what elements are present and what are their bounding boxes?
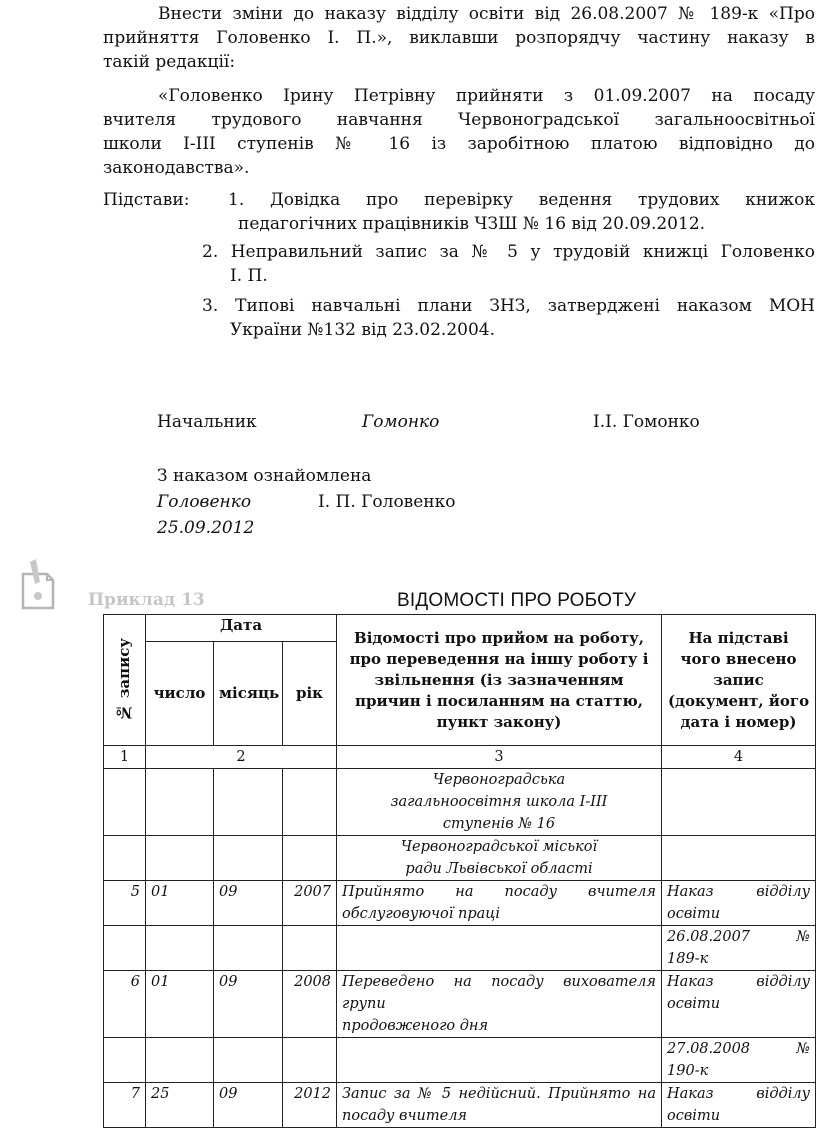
table-row xyxy=(104,769,816,836)
signature-handwritten: Гомонко xyxy=(362,412,440,432)
ground-2-line-2: І. П. xyxy=(230,266,268,286)
table-row xyxy=(104,971,816,1038)
acquainted-name: І. П. Головенко xyxy=(318,492,456,512)
paragraph-1-line-2: прийняття Головенко І. П.», виклавши розпорядчу частину наказу в xyxy=(103,28,815,48)
signature-name: І.І. Гомонко xyxy=(593,412,700,432)
paragraph-2-line-1: «Головенко Ірину Петрівну прийняти з 01.09.2007 на посаду xyxy=(158,86,815,106)
record-month: 09 xyxy=(214,971,283,1038)
record-basis: Наказ відділу освіти xyxy=(662,881,816,926)
ground-1 xyxy=(228,188,815,236)
ground-1-line-2: педагогічних працівників ЧЗШ № 16 від 20.09.2012. xyxy=(238,214,706,234)
record-day: 01 xyxy=(146,881,214,926)
table-row xyxy=(104,1083,816,1128)
record-info: Переведено на посаду вихователя групи продовженого дня xyxy=(337,971,662,1038)
ground-3-line-1: 3. Типові навчальні плани ЗНЗ, затверджені наказом МОН xyxy=(202,296,815,316)
record-basis: 27.08.2008 № 190-к xyxy=(662,1038,816,1083)
record-info: Запис за № 5 недійсний. Прийнято на посаду вчителя xyxy=(337,1083,662,1128)
work-records-table xyxy=(103,614,816,1128)
record-basis: 26.08.2007 № 189-к xyxy=(662,926,816,971)
organization-name: Червоноградська загальноосвітня школа І-ІІІ ступенів № 16 xyxy=(337,769,662,836)
record-no: 6 xyxy=(104,971,146,1038)
order-text xyxy=(103,2,815,180)
record-day: 01 xyxy=(146,971,214,1038)
ground-2-line-1: 2. Неправильний запис за № 5 у трудовій книжці Головенко xyxy=(202,242,815,262)
ground-3 xyxy=(202,294,815,342)
column-number: 2 xyxy=(146,746,337,769)
acquainted-text: З наказом ознайомлена xyxy=(157,466,372,486)
ground-1-line-1: 1. Довідка про перевірку ведення трудових книжок xyxy=(228,190,815,210)
record-no: 5 xyxy=(104,881,146,926)
record-year: 2007 xyxy=(283,881,337,926)
record-month: 09 xyxy=(214,1083,283,1128)
record-no: 7 xyxy=(104,1083,146,1128)
paragraph-1-line-3: такій редакції: xyxy=(103,52,236,72)
document-pen-icon xyxy=(20,556,56,612)
column-number: 3 xyxy=(337,746,662,769)
header-info: Відомості про прийом на роботу, про переведення на іншу роботу і звільнення (із зазначенням причин і посиланням на статтю, пункт закону) xyxy=(337,615,662,746)
header-date: Дата xyxy=(146,615,337,642)
table-numbering-row xyxy=(104,746,816,769)
record-info: Прийнято на посаду вчителя обслуговуючої праці xyxy=(337,881,662,926)
column-number: 1 xyxy=(104,746,146,769)
paragraph-2-line-3: школи І-ІІІ ступенів № 16 із заробітною платою відповідно до xyxy=(103,134,815,154)
record-day: 25 xyxy=(146,1083,214,1128)
record-year: 2008 xyxy=(283,971,337,1038)
header-day: число xyxy=(146,642,214,746)
table-row xyxy=(104,881,816,926)
header-basis: На підставі чого внесено запис (документ, його дата і номер) xyxy=(662,615,816,746)
ground-3-line-2: України №132 від 23.02.2004. xyxy=(230,320,495,340)
paragraph-2-line-4: законодавства». xyxy=(103,158,250,178)
table-row xyxy=(104,836,816,881)
record-year: 2012 xyxy=(283,1083,337,1128)
header-year: рік xyxy=(283,642,337,746)
table-row xyxy=(104,926,816,971)
grounds-label: Підстави: xyxy=(103,190,190,210)
record-basis: Наказ відділу освіти xyxy=(662,1083,816,1128)
table-title: ВІДОМОСТІ ПРО РОБОТУ xyxy=(397,590,637,611)
acquainted-handwritten: Головенко xyxy=(157,492,252,512)
organization-subordination: Червоноградської міської ради Львівської області xyxy=(337,836,662,881)
table-header-row-1 xyxy=(104,615,816,642)
example-label: Приклад 13 xyxy=(88,590,205,610)
header-month: місяць xyxy=(214,642,283,746)
record-basis: Наказ відділу освіти xyxy=(662,971,816,1038)
signature-position: Начальник xyxy=(157,412,257,432)
ground-2 xyxy=(202,240,815,288)
column-number: 4 xyxy=(662,746,816,769)
table-row xyxy=(104,1038,816,1083)
acquainted-date: 25.09.2012 xyxy=(157,518,255,538)
header-record-no: № запису xyxy=(104,615,146,746)
paragraph-2-line-2: вчителя трудового навчання Червоноградської загальноосвітньої xyxy=(103,110,815,130)
record-month: 09 xyxy=(214,881,283,926)
paragraph-1-line-1: Внести зміни до наказу відділу освіти від 26.08.2007 № 189-к «Про xyxy=(158,4,815,24)
